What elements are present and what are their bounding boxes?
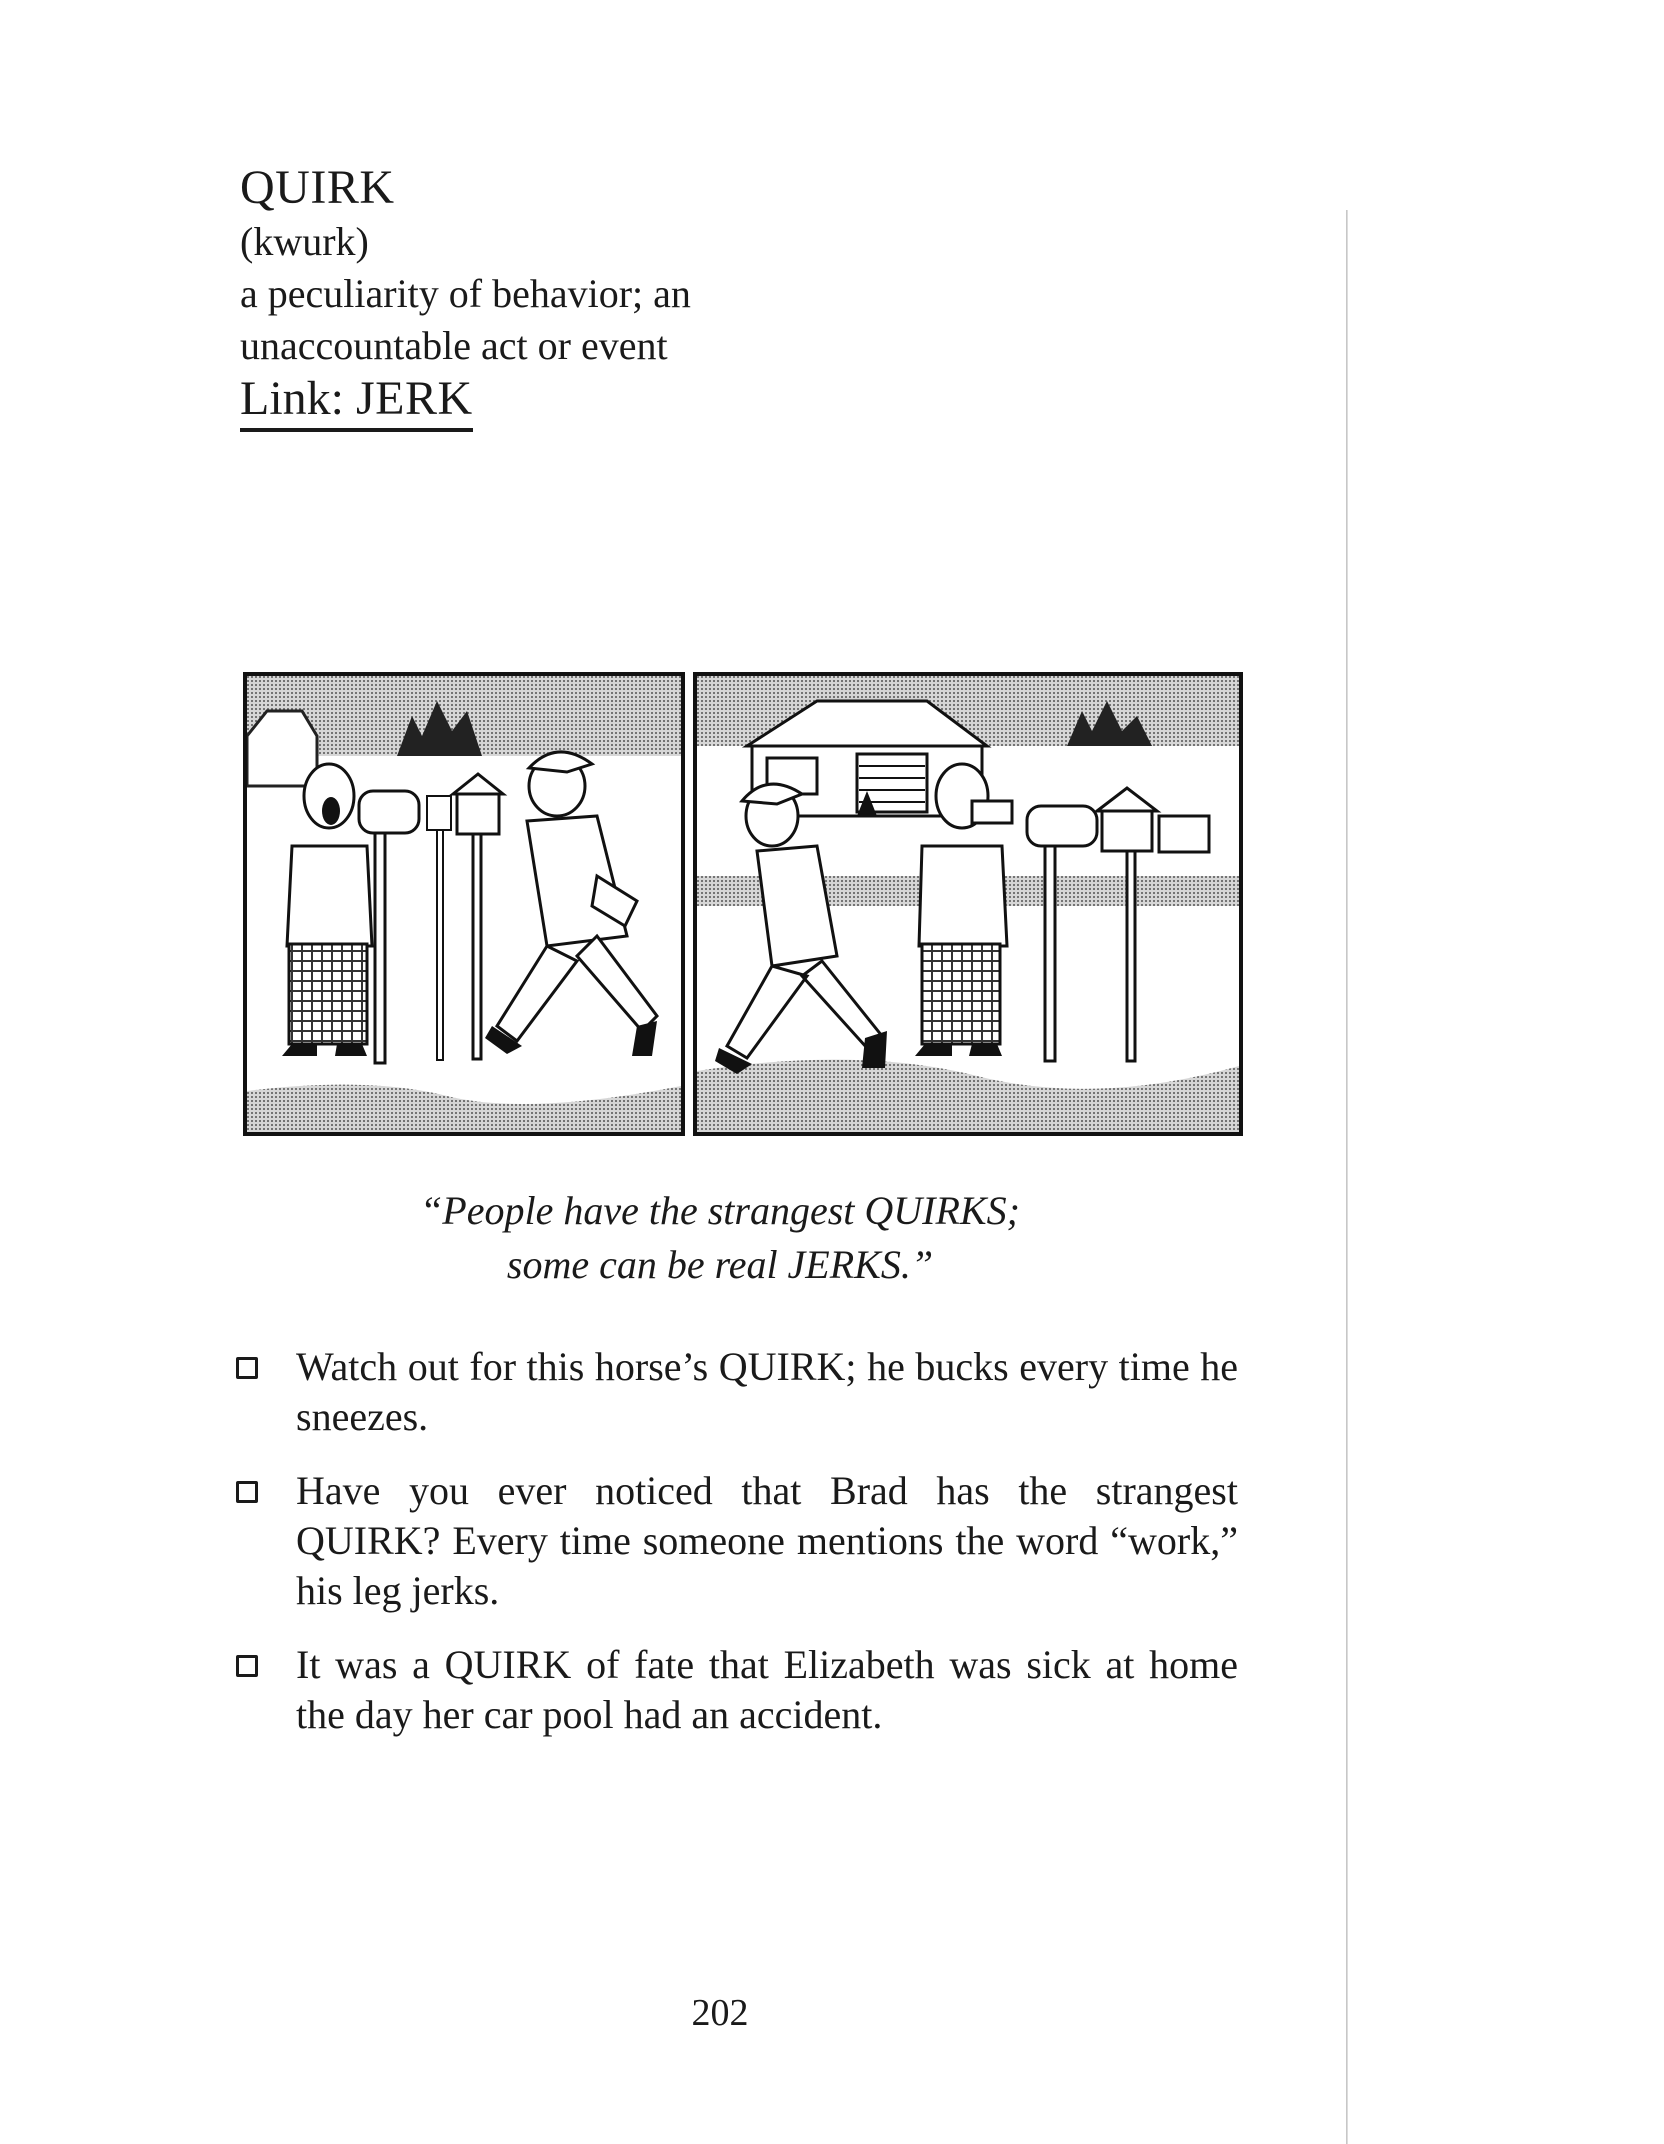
link-word: JERK xyxy=(356,372,473,425)
cartoon-panel-right-drawing xyxy=(697,676,1239,1132)
example-item xyxy=(228,1466,1238,1616)
example-item xyxy=(228,1342,1238,1442)
link-line xyxy=(240,372,473,432)
example-list xyxy=(228,1342,1238,1764)
link-label: Link: xyxy=(240,372,344,425)
definition-line: unaccountable act or event xyxy=(240,323,668,368)
page-edge-line xyxy=(1346,210,1348,2144)
cartoon-panel-left-drawing xyxy=(247,676,681,1132)
page-number: 202 xyxy=(691,1992,749,2034)
cartoon-caption xyxy=(300,1184,1140,1292)
checkbox-icon xyxy=(236,1655,258,1677)
example-text: Have you ever noticed that Brad has the strangest QUIRK? Every time someone mentions the word “work,” his leg jerks. xyxy=(296,1468,1238,1613)
checkbox-icon xyxy=(236,1357,258,1379)
cartoon-panel-left xyxy=(243,672,685,1136)
definition xyxy=(240,268,880,372)
example-text: It was a QUIRK of fate that Elizabeth was sick at home the day her car pool had an accident. xyxy=(296,1642,1238,1737)
definition-line: a peculiarity of behavior; an xyxy=(240,271,691,316)
example-item xyxy=(228,1640,1238,1740)
caption-line: some can be real JERKS.” xyxy=(506,1242,934,1287)
headword: QUIRK xyxy=(240,161,395,214)
checkbox-icon xyxy=(236,1481,258,1503)
vocabulary-entry xyxy=(240,160,880,432)
caption-line: “People have the strangest QUIRKS; xyxy=(420,1188,1020,1233)
example-text: Watch out for this horse’s QUIRK; he bucks every time he sneezes. xyxy=(296,1344,1238,1439)
cartoon-illustration xyxy=(243,672,1243,1138)
pronunciation: (kwurk) xyxy=(240,219,369,264)
cartoon-panel-right xyxy=(693,672,1243,1136)
